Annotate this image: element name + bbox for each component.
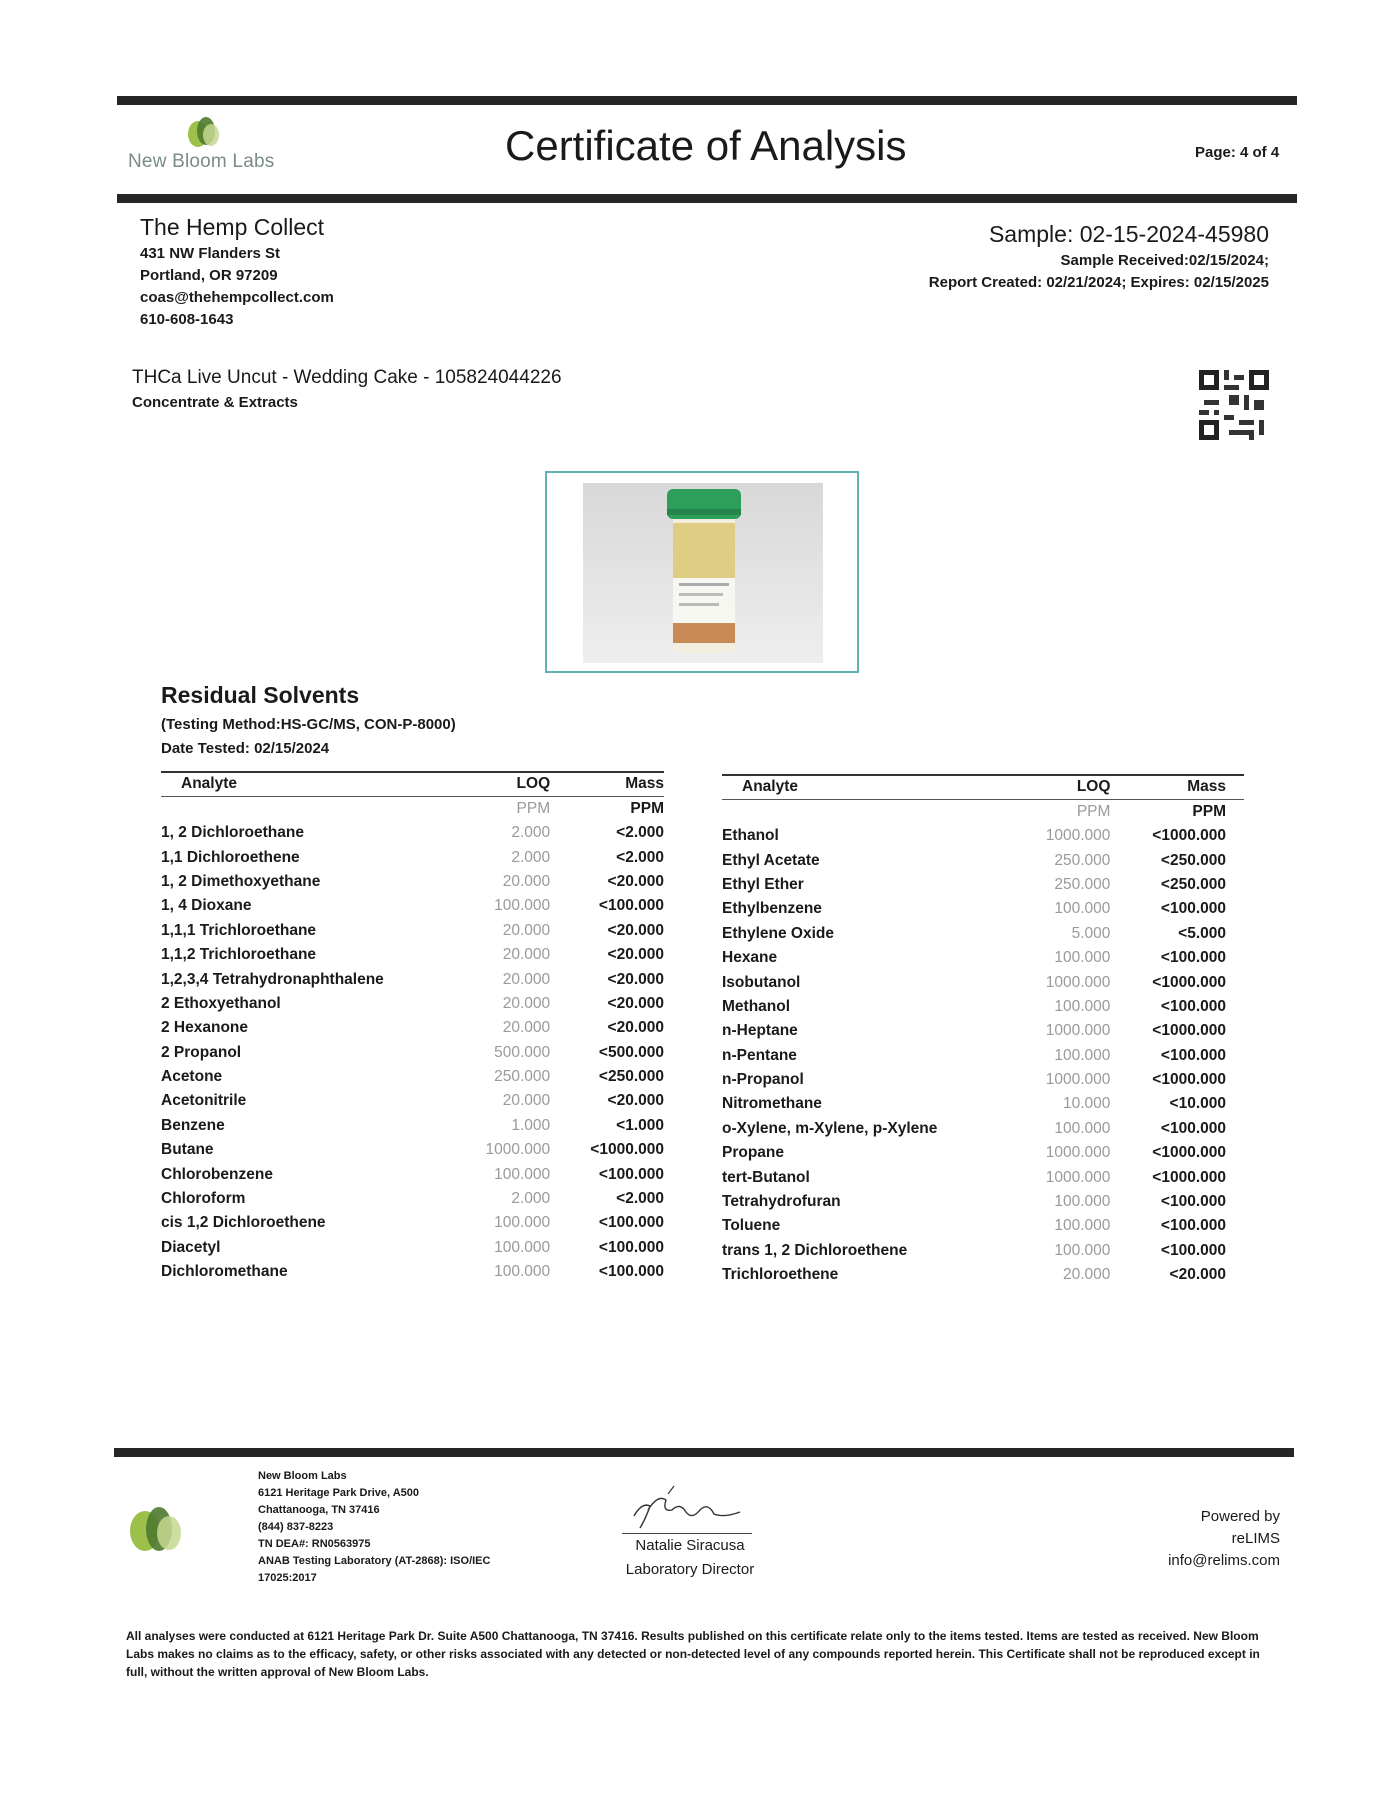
signature-line	[622, 1533, 752, 1534]
loq-cell: 250.000	[1054, 875, 1111, 893]
mass-unit: PPM	[630, 800, 664, 817]
loq-cell: 250.000	[494, 1068, 551, 1086]
client-address-line2: Portland, OR 97209	[140, 267, 278, 284]
loq-cell: 250.000	[1054, 851, 1111, 869]
loq-cell: 2.000	[511, 848, 551, 866]
lab-address-line: ANAB Testing Laboratory (AT-2868): ISO/IEC	[258, 1555, 491, 1567]
analyte-cell: 1, 2 Dimethoxyethane	[161, 872, 321, 890]
mass-cell: <10.000	[1169, 1095, 1226, 1113]
mass-cell: <100.000	[1160, 1217, 1226, 1235]
mass-cell: <2.000	[616, 848, 664, 866]
mass-cell: <2.000	[616, 1190, 664, 1208]
loq-cell: 20.000	[502, 921, 551, 939]
analyte-cell: cis 1,2 Dichloroethene	[161, 1214, 326, 1232]
analyte-cell: n-Heptane	[722, 1022, 798, 1040]
loq-cell: 20.000	[502, 994, 551, 1012]
report-dates: Report Created: 02/21/2024; Expires: 02/15/2025	[928, 274, 1269, 291]
table-row	[722, 970, 1244, 994]
mass-cell: <100.000	[1160, 900, 1226, 918]
lab-address-line: TN DEA#: RN0563975	[258, 1538, 371, 1550]
powered-by-block	[1168, 1506, 1280, 1572]
table-row	[161, 1162, 664, 1186]
table-row	[722, 1239, 1244, 1263]
analyte-cell: trans 1, 2 Dichloroethene	[722, 1241, 908, 1259]
mass-cell: <1000.000	[1152, 1144, 1226, 1162]
product-category: Concentrate & Extracts	[132, 394, 298, 411]
analyte-cell: Methanol	[722, 997, 791, 1015]
loq-cell: 10.000	[1063, 1095, 1111, 1113]
loq-cell: 2.000	[511, 824, 551, 842]
loq-unit: PPM	[516, 800, 551, 817]
disclaimer: All analyses were conducted at 6121 Heritage Park Dr. Suite A500 Chattanooga, TN 37416. Results published on this certificate relate only to the items tested. Items are tested as received. New Bloom Labs makes no claims as to the efficacy, safety, or other risks associated with any detected or non-detected level of any compounds reported herein. This Certificate shall not be reproduced except in full, without the written approval of New Bloom Labs.	[126, 1629, 1260, 1679]
mass-cell: <1.000	[616, 1116, 664, 1134]
table-row	[161, 1211, 664, 1235]
loq-cell: 1000.000	[1045, 827, 1111, 845]
testing-method: (Testing Method:HS-GC/MS, CON-P-8000)	[161, 716, 456, 733]
col-mass: Mass	[550, 772, 664, 797]
analyte-cell: n-Pentane	[722, 1046, 797, 1064]
footer-rule	[114, 1448, 1294, 1457]
table-row	[722, 1019, 1244, 1043]
mass-cell: <250.000	[598, 1068, 664, 1086]
sample-received: Sample Received:02/15/2024;	[1060, 252, 1269, 269]
analyte-cell: Propane	[722, 1144, 785, 1162]
loq-cell: 100.000	[1054, 1193, 1111, 1211]
analyte-cell: Ethylbenzene	[722, 900, 822, 918]
mass-cell: <100.000	[598, 1165, 664, 1183]
loq-cell: 100.000	[494, 1214, 551, 1232]
loq-cell: 100.000	[1054, 1241, 1111, 1259]
loq-cell: 20.000	[1063, 1266, 1111, 1284]
analyte-cell: Dichloromethane	[161, 1263, 288, 1281]
client-email: coas@thehempcollect.com	[140, 289, 334, 306]
mass-cell: <100.000	[1160, 1119, 1226, 1137]
analyte-cell: Ethyl Ether	[722, 875, 804, 893]
analyte-cell: Benzene	[161, 1116, 225, 1134]
analyte-cell: 1,1,2 Trichloroethane	[161, 946, 317, 964]
loq-cell: 100.000	[1054, 1217, 1111, 1235]
analyte-cell: Hexane	[722, 949, 778, 967]
col-analyte: Analyte	[161, 772, 431, 797]
loq-cell: 20.000	[502, 1019, 551, 1037]
table-header-row	[722, 775, 1244, 800]
mass-cell: <100.000	[1160, 1241, 1226, 1259]
analyte-cell: Diacetyl	[161, 1238, 221, 1256]
table-row	[161, 1065, 664, 1089]
analyte-cell: Ethyl Acetate	[722, 851, 820, 869]
table-row	[161, 1236, 664, 1260]
table-row	[722, 1141, 1244, 1165]
analyte-cell: Chlorobenzene	[161, 1165, 273, 1183]
results-table-right	[722, 774, 1244, 1287]
client-phone: 610-608-1643	[140, 311, 234, 328]
loq-cell: 100.000	[494, 897, 551, 915]
analyte-cell: n-Propanol	[722, 1071, 804, 1089]
table-row	[161, 943, 664, 967]
analyte-cell: 2 Hexanone	[161, 1019, 249, 1037]
table-row	[722, 873, 1244, 897]
table-row	[161, 919, 664, 943]
loq-cell: 100.000	[1054, 1119, 1111, 1137]
loq-cell: 20.000	[502, 1092, 551, 1110]
mass-cell: <20.000	[607, 970, 664, 988]
lab-address-line: New Bloom Labs	[258, 1470, 347, 1482]
powered-by-name: reLIMS	[1231, 1530, 1280, 1547]
mass-cell: <20.000	[607, 921, 664, 939]
analyte-cell: Ethylene Oxide	[722, 924, 834, 942]
analyte-cell: 2 Ethoxyethanol	[161, 994, 281, 1012]
leaf-logo-icon	[184, 115, 224, 149]
mass-cell: <100.000	[598, 1214, 664, 1232]
powered-by-label: Powered by	[1200, 1508, 1280, 1525]
mass-cell: <100.000	[1160, 1193, 1226, 1211]
lab-logo	[128, 115, 288, 175]
header-bottom-rule	[117, 194, 1297, 203]
table-row	[161, 1260, 664, 1284]
loq-cell: 100.000	[494, 1165, 551, 1183]
table-row	[161, 1187, 664, 1211]
mass-cell: <1000.000	[1152, 1071, 1226, 1089]
loq-cell: 100.000	[494, 1238, 551, 1256]
mass-cell: <5.000	[1178, 924, 1226, 942]
mass-cell: <500.000	[598, 1043, 664, 1061]
mass-cell: <20.000	[607, 1019, 664, 1037]
table-row	[722, 1165, 1244, 1189]
section-title: Residual Solvents	[161, 682, 360, 708]
col-mass: Mass	[1110, 775, 1244, 800]
mass-cell: <1000.000	[1152, 1168, 1226, 1186]
mass-cell: <1000.000	[1152, 1022, 1226, 1040]
lab-logo-icon	[125, 1505, 191, 1555]
lab-address-line: Chattanooga, TN 37416	[258, 1504, 380, 1516]
loq-cell: 20.000	[502, 946, 551, 964]
analyte-cell: Butane	[161, 1141, 214, 1159]
analyte-cell: 1, 2 Dichloroethane	[161, 824, 304, 842]
col-loq: LOQ	[989, 775, 1110, 800]
analyte-cell: Toluene	[722, 1217, 781, 1235]
table-row	[161, 967, 664, 991]
client-address-line1: 431 NW Flanders St	[140, 245, 281, 262]
loq-cell: 100.000	[1054, 1046, 1111, 1064]
units-row	[722, 800, 1244, 825]
lab-address-line: 17025:2017	[258, 1572, 317, 1584]
mass-cell: <20.000	[607, 946, 664, 964]
loq-cell: 1000.000	[1045, 1022, 1111, 1040]
loq-cell: 1000.000	[1045, 973, 1111, 991]
mass-cell: <100.000	[598, 1263, 664, 1281]
mass-cell: <1000.000	[590, 1141, 664, 1159]
mass-cell: <250.000	[1160, 875, 1226, 893]
table-row	[722, 824, 1244, 848]
page-title: Certificate of Analysis	[505, 122, 907, 169]
analyte-cell: Tetrahydrofuran	[722, 1193, 841, 1211]
mass-cell: <20.000	[607, 1092, 664, 1110]
table-row	[722, 995, 1244, 1019]
results-table-left	[161, 771, 664, 1284]
loq-cell: 1.000	[511, 1116, 551, 1134]
col-loq: LOQ	[431, 772, 550, 797]
loq-cell: 1000.000	[485, 1141, 551, 1159]
loq-unit: PPM	[1076, 803, 1111, 820]
table-row	[161, 1138, 664, 1162]
table-row	[161, 821, 664, 845]
units-row	[161, 797, 664, 822]
col-analyte: Analyte	[722, 775, 989, 800]
mass-cell: <100.000	[1160, 1046, 1226, 1064]
table-row	[722, 1044, 1244, 1068]
table-row	[722, 848, 1244, 872]
table-row	[161, 1041, 664, 1065]
mass-cell: <250.000	[1160, 851, 1226, 869]
lab-address-block	[258, 1468, 490, 1587]
table-row	[722, 897, 1244, 921]
table-row	[161, 992, 664, 1016]
mass-unit: PPM	[1192, 803, 1226, 820]
analyte-cell: Nitromethane	[722, 1095, 822, 1113]
loq-cell: 500.000	[494, 1043, 551, 1061]
mass-cell: <100.000	[598, 897, 664, 915]
loq-cell: 100.000	[494, 1263, 551, 1281]
mass-cell: <100.000	[1160, 949, 1226, 967]
table-row	[161, 845, 664, 869]
mass-cell: <2.000	[616, 824, 664, 842]
lab-address-line: (844) 837-8223	[258, 1521, 334, 1533]
date-tested: Date Tested: 02/15/2024	[161, 740, 330, 757]
mass-cell: <20.000	[607, 994, 664, 1012]
analyte-cell: 2 Propanol	[161, 1043, 242, 1061]
loq-cell: 2.000	[511, 1190, 551, 1208]
table-row	[722, 1068, 1244, 1092]
page-number: Page: 4 of 4	[1195, 144, 1280, 161]
table-row	[161, 870, 664, 894]
table-row	[722, 1214, 1244, 1238]
loq-cell: 20.000	[502, 872, 551, 890]
powered-by-email: info@relims.com	[1168, 1552, 1280, 1569]
loq-cell: 20.000	[502, 970, 551, 988]
table-row	[161, 1016, 664, 1040]
loq-cell: 5.000	[1071, 924, 1111, 942]
signature	[628, 1484, 748, 1534]
sample-photo-frame	[545, 471, 859, 673]
signer-name: Natalie Siracusa	[635, 1537, 745, 1554]
table-row	[722, 1263, 1244, 1287]
loq-cell: 100.000	[1054, 997, 1111, 1015]
table-header-row	[161, 772, 664, 797]
analyte-cell: 1,1,1 Trichloroethane	[161, 921, 317, 939]
analyte-cell: Ethanol	[722, 827, 779, 845]
product-name: THCa Live Uncut - Wedding Cake - 105824044226	[132, 367, 562, 388]
qr-code-icon	[1199, 370, 1269, 440]
analyte-cell: Isobutanol	[722, 973, 801, 991]
mass-cell: <20.000	[607, 872, 664, 890]
client-block	[140, 214, 334, 331]
sample-photo	[583, 483, 823, 663]
table-row	[722, 946, 1244, 970]
signer-title: Laboratory Director	[625, 1561, 755, 1578]
mass-cell: <1000.000	[1152, 973, 1226, 991]
loq-cell: 1000.000	[1045, 1168, 1111, 1186]
mass-cell: <100.000	[598, 1238, 664, 1256]
analyte-cell: Acetone	[161, 1068, 223, 1086]
loq-cell: 100.000	[1054, 900, 1111, 918]
lab-address-line: 6121 Heritage Park Drive, A500	[258, 1487, 420, 1499]
analyte-cell: Trichloroethene	[722, 1266, 839, 1284]
loq-cell: 100.000	[1054, 949, 1111, 967]
table-row	[161, 1089, 664, 1113]
analyte-cell: o-Xylene, m-Xylene, p-Xylene	[722, 1119, 938, 1137]
analyte-cell: 1,2,3,4 Tetrahydronaphthalene	[161, 970, 384, 988]
table-row	[722, 1190, 1244, 1214]
loq-cell: 1000.000	[1045, 1071, 1111, 1089]
analyte-cell: Acetonitrile	[161, 1092, 247, 1110]
analyte-cell: 1, 4 Dioxane	[161, 897, 252, 915]
sample-block	[929, 221, 1269, 291]
analyte-cell: Chloroform	[161, 1190, 246, 1208]
mass-cell: <100.000	[1160, 997, 1226, 1015]
analyte-cell: tert-Butanol	[722, 1168, 810, 1186]
mass-cell: <20.000	[1169, 1266, 1226, 1284]
lab-logo-text: New Bloom Labs	[128, 151, 275, 172]
table-row	[722, 1092, 1244, 1116]
table-row	[161, 894, 664, 918]
table-row	[722, 922, 1244, 946]
client-name: The Hemp Collect	[140, 214, 325, 240]
sample-id: Sample: 02-15-2024-45980	[988, 221, 1269, 247]
header-top-rule	[117, 96, 1297, 105]
analyte-cell: 1,1 Dichloroethene	[161, 848, 300, 866]
loq-cell: 1000.000	[1045, 1144, 1111, 1162]
table-row	[161, 1114, 664, 1138]
mass-cell: <1000.000	[1152, 827, 1226, 845]
table-row	[722, 1117, 1244, 1141]
